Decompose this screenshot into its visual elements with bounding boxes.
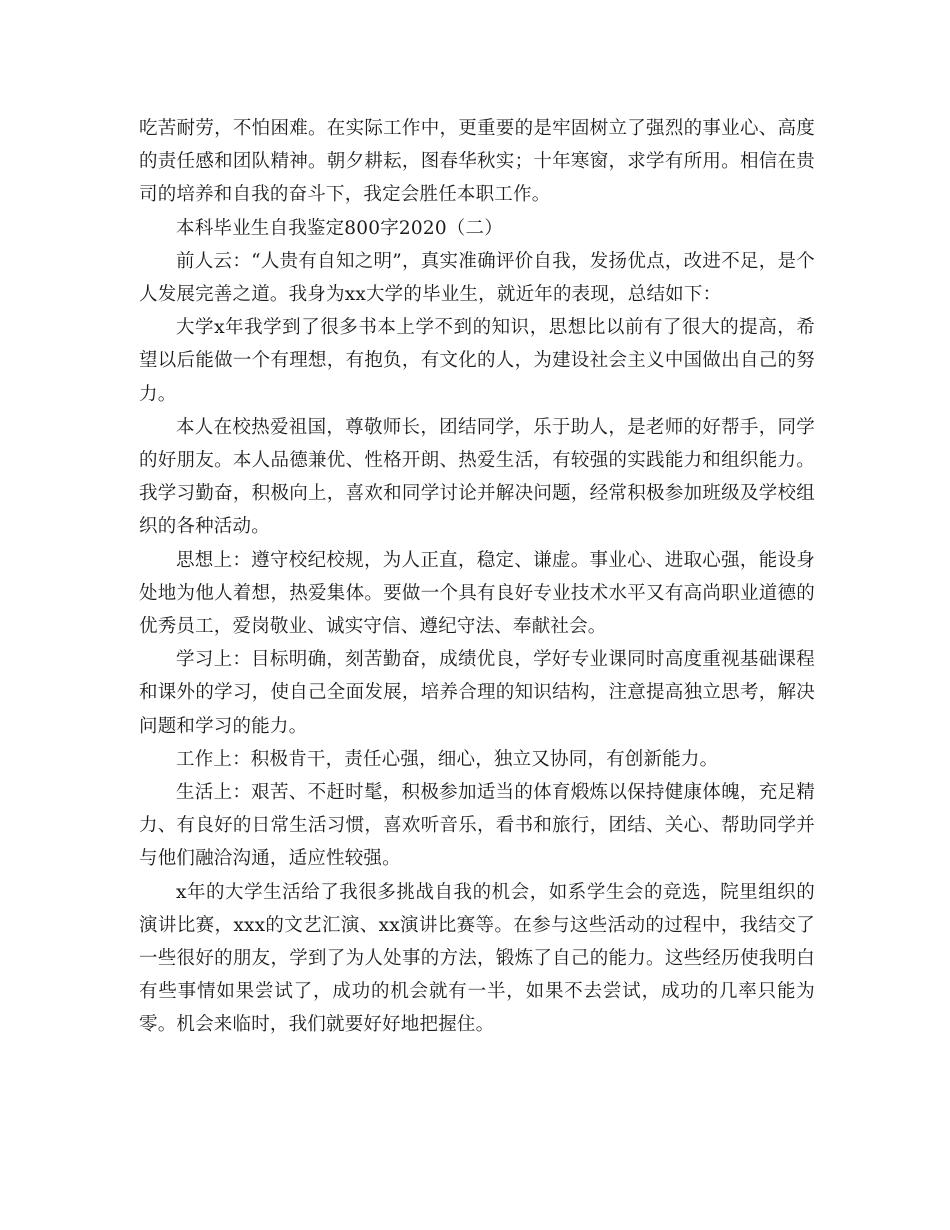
paragraph-self-knowledge: 前人云：“人贵有自知之明”，真实准确评价自我，发扬优点，改进不足，是个人发展完善之道。我身为xx大学的毕业生，就近年的表现，总结如下：	[139, 250, 815, 306]
paragraph-thought: 思想上：遵守校纪校规，为人正直，稳定、谦虚。事业心、进取心强，能设身处地为他人着想，热爱集体。要做一个具有良好专业技术水平又有高尚职业道德的优秀员工，爱岗敬业、诚实守信、遵纪守法、奉献社会。	[139, 549, 815, 638]
document-body	[139, 112, 815, 1042]
paragraph-character: 本人在校热爱祖国，尊敬师长，团结同学，乐于助人，是老师的好帮手，同学的好朋友。本人品德兼优、性格开朗、热爱生活，有较强的实践能力和组织能力。我学习勤奋，积极向上，喜欢和同学讨论并解决问题，经常积极参加班级及学校组织的各种活动。	[139, 416, 815, 538]
section-heading: 本科毕业生自我鉴定800字2020（二）	[176, 217, 503, 239]
paragraph-life: 生活上：艰苦、不赶时髦，积极参加适当的体育煅炼以保持健康体魄，充足精力、有良好的日常生活习惯，喜欢听音乐，看书和旅行，团结、关心、帮助同学并与他们融洽沟通，适应性较强。	[139, 782, 815, 870]
paragraph-activities: x年的大学生活给了我很多挑战自我的机会，如系学生会的竞选，院里组织的演讲比赛，xxx的文艺汇演、xx演讲比赛等。在参与这些活动的过程中，我结交了一些很好的朋友，学到了为人处事的方法，锻炼了自己的能力。这些经历使我明白有些事情如果尝试了，成功的机会就有一半，如果不去尝试，成功的几率只能为零。机会来临时，我们就要好好地把握住。	[139, 881, 815, 1036]
paragraph-work: 工作上：积极肯干，责任心强，细心，独立又协同，有创新能力。	[176, 748, 719, 770]
paragraph-university-years: 大学x年我学到了很多书本上学不到的知识，思想比以前有了很大的提高，希望以后能做一个有理想，有抱负，有文化的人，为建设社会主义中国做出自己的努力。	[139, 317, 815, 405]
paragraph-continued-intro: 吃苦耐劳，不怕困难。在实际工作中，更重要的是牢固树立了强烈的事业心、高度的责任感和团队精神。朝夕耕耘，图春华秋实；十年寒窗，求学有所用。相信在贵司的培养和自我的奋斗下，我定会胜任本职工作。	[139, 118, 815, 206]
paragraph-study: 学习上：目标明确，刻苦勤奋，成绩优良，学好专业课同时高度重视基础课程和课外的学习，使自己全面发展，培养合理的知识结构，注意提高独立思考，解决问题和学习的能力。	[139, 649, 815, 737]
